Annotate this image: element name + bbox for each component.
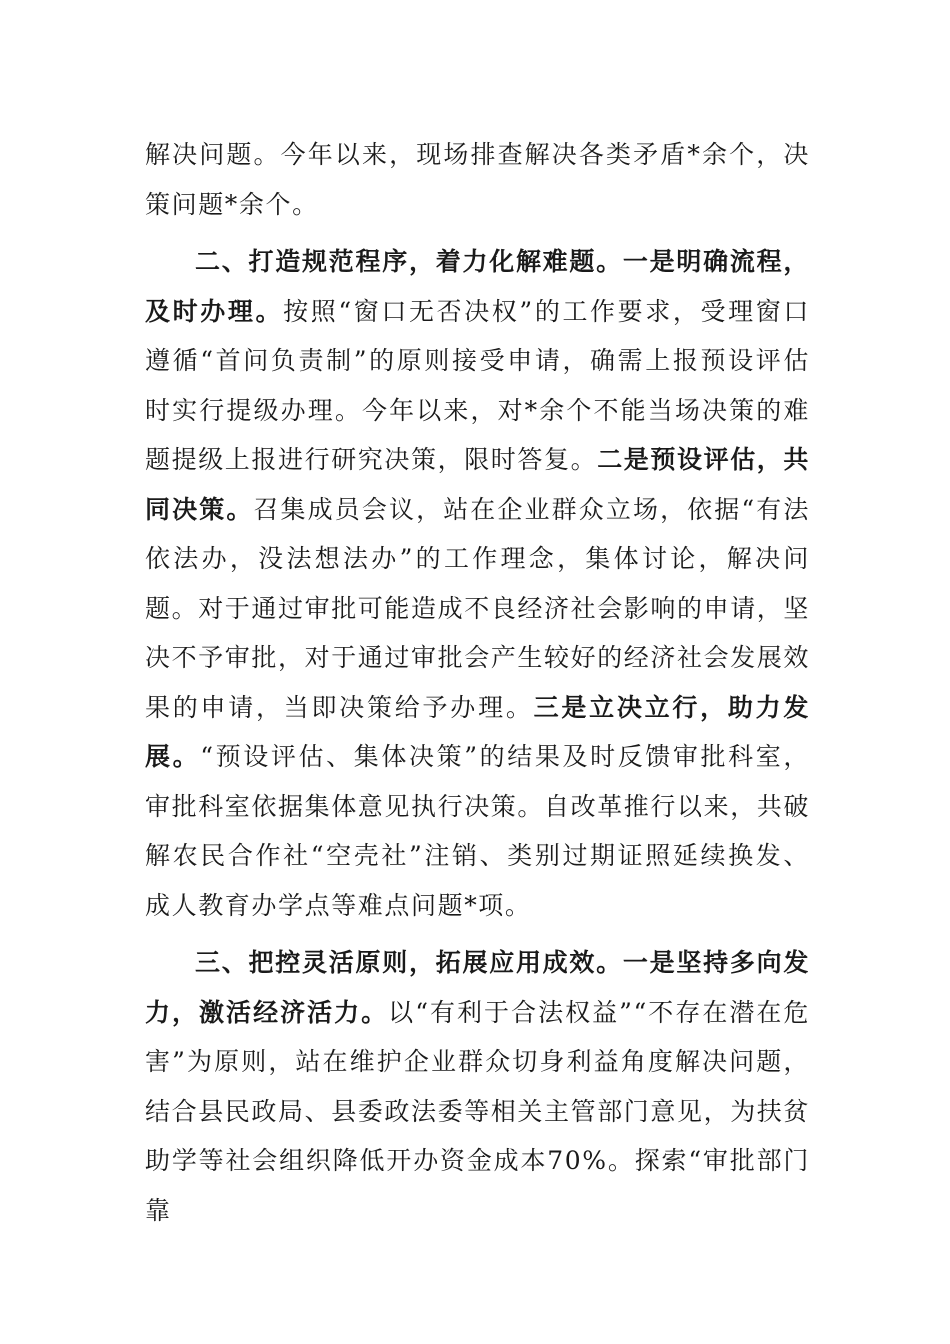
- section-three-heading: 三、把控灵活原则，拓展应用成效。: [195, 948, 623, 977]
- paragraph-1-text: 解决问题。今年以来，现场排查解决各类矛盾*余个，决策问题*余个。: [145, 140, 810, 219]
- point-one-body: 按照“窗口无否决权”的工作要求，受理窗口遵循“首问负责制”的原则接受申请，确需上报预设评估时实行提级办理。今年以来，对*余个不能当场决策的难题提级上报进行研究决策，限时答复。: [145, 296, 810, 474]
- point-two-heading: 二是预设评估，共同决策。: [145, 445, 811, 524]
- point-one-heading: 一是明确流程，及时办理。: [145, 247, 810, 326]
- section-three-point-one-heading: 一是坚持多向发力，激活经济活力。: [145, 948, 810, 1027]
- paragraph-3: [145, 938, 810, 1235]
- paragraph-spacer: [145, 229, 810, 237]
- section-three-point-one-body: 以“有利于合法权益”“不存在潜在危害”为原则，站在维护企业群众切身利益角度解决问题，结合县民政局、县委政法委等相关主管部门意见，为扶贫助学等社会组织降低开办资金成本70%。探索“审批部门靠: [145, 997, 811, 1225]
- paragraph-2: [145, 237, 810, 930]
- section-two-heading: 二、打造规范程序，着力化解难题。: [195, 247, 623, 276]
- paragraph-spacer: [145, 930, 810, 938]
- document-page: [145, 130, 810, 1235]
- paragraph-1: [145, 130, 810, 229]
- point-three-heading: 三是立决立行，助力发展。: [145, 692, 810, 771]
- point-two-body: 召集成员会议，站在企业群众立场，依据“有法依法办，没法想法办”的工作理念，集体讨论，解决问题。对于通过审批可能造成不良经济社会影响的申请，坚决不予审批，对于通过审批会产生较好的经济社会发展效果的申请，当即决策给予办理。: [145, 494, 811, 722]
- point-three-body: “预设评估、集体决策”的结果及时反馈审批科室，审批科室依据集体意见执行决策。自改革推行以来，共破解农民合作社“空壳社”注销、类别过期证照延续换发、成人教育办学点等难点问题*项。: [145, 742, 811, 920]
